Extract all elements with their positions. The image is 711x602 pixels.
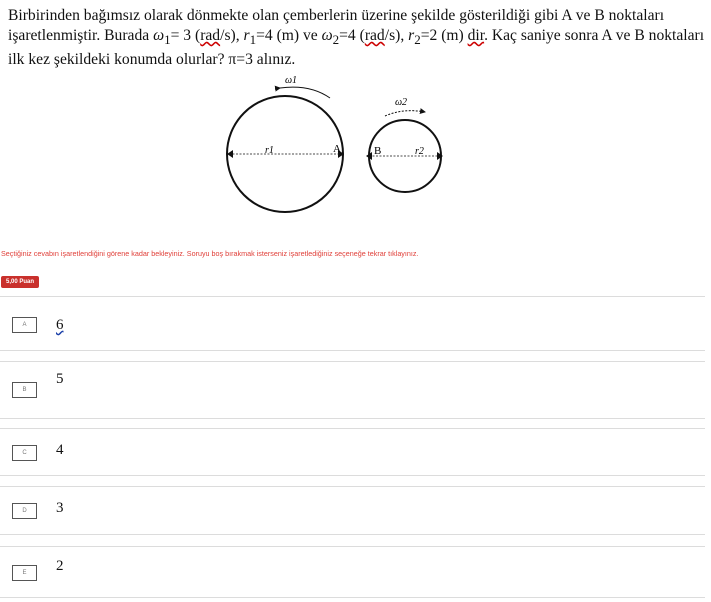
rad-unit: rad [364,27,385,44]
points-badge: 5,00 Puan [1,276,39,288]
question-part: /s), [384,27,409,44]
question-part: /s), [220,27,244,44]
option-a[interactable] [0,296,705,351]
question-part: =4 ( [339,27,365,44]
option-c-letter-box[interactable]: C [12,445,37,461]
r2-label: r2 [415,146,424,157]
option-e-letter-box[interactable]: E [12,565,37,581]
question-part: =2 (m) [420,27,468,44]
omega2-sub: 2 [332,32,340,48]
r1-sub: 1 [249,32,257,48]
option-e[interactable] [0,546,705,598]
option-c-text[interactable]: 4 [56,442,64,458]
omega2-label: ω2 [395,97,408,108]
option-e-text[interactable]: 2 [56,558,64,574]
option-b[interactable] [0,361,705,419]
omega2-arc [385,111,425,116]
option-a-text[interactable]: 6 [56,317,64,333]
point-a-label: A [333,143,341,155]
question-part: Birbirinden bağımsız olarak dönmekte olan çemberlerin üzerine şekilde gösterildiği gibi A ve B noktaları işaretlenmiştir. Burada [8,7,665,44]
point-b-label: B [374,145,382,157]
option-c[interactable] [0,428,705,476]
rad-unit: rad [200,27,221,44]
question-part: . Kaç saniye sonra A ve B noktaları ilk kez şekildeki konumda olurlar? π=3 alınız. [8,27,705,69]
option-a-letter-box[interactable]: A [12,317,37,333]
question-part: = 3 ( [170,27,201,44]
option-b-letter-box[interactable]: B [12,382,37,398]
r2-sub: 2 [414,32,421,48]
omega1-symbol: ω [153,27,165,44]
omega1-label: ω1 [285,75,298,86]
r2-symbol: r [408,27,415,44]
option-d-text[interactable]: 3 [56,500,64,516]
r1-label: r1 [265,145,274,156]
instruction-notice: Seçtiğiniz cevabın işaretlendiğini görene kadar bekleyiniz. Soruyu boş bırakmak isterseniz işaretlediğiniz seçeneğe tekrar tıklayınız. [1,249,419,258]
circles-figure [225,74,455,224]
omega1-sub: 1 [164,32,171,48]
omega2-symbol: ω [321,27,333,44]
option-d[interactable] [0,486,705,535]
question-part: =4 (m) ve [256,27,322,44]
dir-word: dir [467,27,485,44]
question-text [8,6,706,70]
option-b-text[interactable]: 5 [56,371,64,387]
r1-symbol: r [243,27,250,44]
option-d-letter-box[interactable]: D [12,503,37,519]
